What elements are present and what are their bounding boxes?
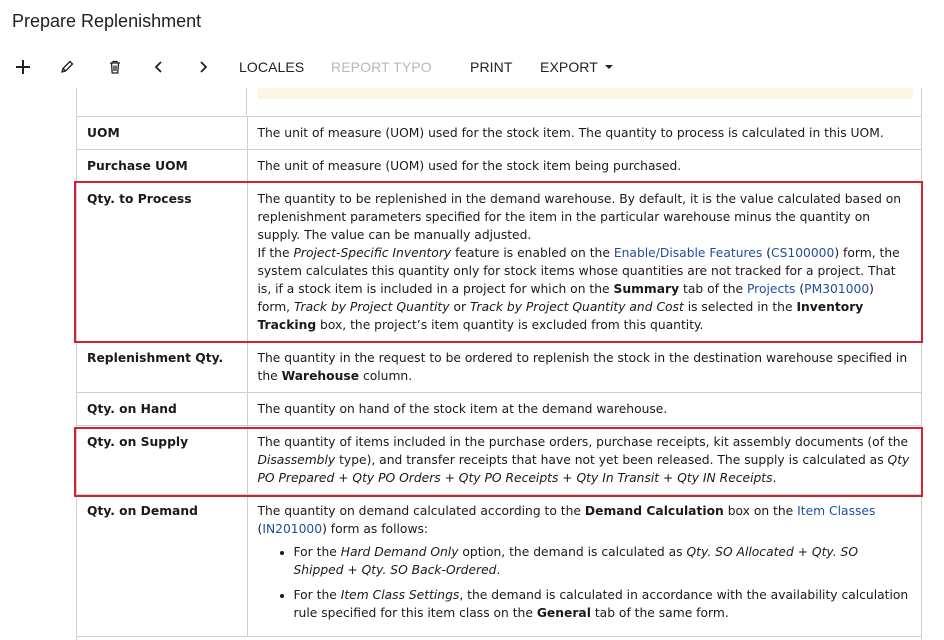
table-row-replenishment-qty <box>77 342 922 393</box>
term-uom: UOM <box>77 117 247 150</box>
edit-button[interactable] <box>56 56 78 78</box>
desc-qty-on-supply: The quantity of items included in the purchase orders, purchase receipts, kit assembly documents (of the Disassembly type), and transfer receipts that have not yet been released. The supply is calculated as Qty PO Prepared + Qty PO Orders + Qty PO Receipts + Qty In Transit + Qty IN Receipts. <box>247 426 922 495</box>
desc-qty-on-demand <box>247 495 922 637</box>
list-item: • For the Hard Demand Only option, the demand is calculated as Qty. SO Allocated + Qty. SO Shipped + Qty. SO Back-Ordered. <box>294 543 911 579</box>
demand-options-list <box>258 543 911 622</box>
term-qty-on-demand: Qty. on Demand <box>77 495 247 637</box>
pencil-icon <box>59 59 75 75</box>
note-box <box>258 88 913 99</box>
print-button[interactable]: PRINT <box>470 59 513 75</box>
table-row-uom <box>77 117 922 150</box>
previous-row-tail <box>77 88 921 117</box>
chevron-right-icon <box>196 60 210 74</box>
link-in201000[interactable]: IN201000 <box>262 522 323 536</box>
column-divider <box>246 88 247 117</box>
term-replenishment-qty: Replenishment Qty. <box>77 342 247 393</box>
table-row-qty-on-supply <box>77 426 922 495</box>
next-button[interactable] <box>192 56 214 78</box>
plus-icon <box>14 58 32 76</box>
link-item-classes[interactable]: Item Classes <box>797 504 876 518</box>
desc-paragraph: The quantity to be replenished in the demand warehouse. By default, it is the value calculated based on replenishment parameters specified for the item in the particular warehouse minus the quantity on supply. The value can be manually adjusted. <box>257 192 902 242</box>
table-row-purchase-uom <box>77 150 922 183</box>
list-item: • For the Item Class Settings, the demand is calculated in accordance with the availability calculation rule specified for this item class on the General tab of the same form. <box>294 586 911 622</box>
toolbar <box>0 52 944 82</box>
term-qty-on-hand: Qty. on Hand <box>77 393 247 426</box>
add-button[interactable] <box>12 56 34 78</box>
trash-icon <box>107 59 123 75</box>
delete-button[interactable] <box>104 56 126 78</box>
report-typo-button: REPORT TYPO <box>331 59 432 75</box>
term-qty-on-supply: Qty. on Supply <box>77 426 247 495</box>
link-enable-disable-features[interactable]: Enable/Disable Features <box>613 246 763 260</box>
table-row-qty-on-demand <box>77 495 922 637</box>
desc-qty-on-hand: The quantity on hand of the stock item at the demand warehouse. <box>247 393 922 426</box>
caret-down-icon <box>605 65 613 69</box>
previous-button[interactable] <box>148 56 170 78</box>
desc-qty-to-process <box>247 183 922 342</box>
desc-uom: The unit of measure (UOM) used for the stock item. The quantity to process is calculated in this UOM. <box>247 117 922 150</box>
table-row-qty-to-process <box>77 183 922 342</box>
export-label: EXPORT <box>540 59 598 75</box>
term-purchase-uom: Purchase UOM <box>77 150 247 183</box>
table-row-qty-on-hand <box>77 393 922 426</box>
desc-purchase-uom: The unit of measure (UOM) used for the stock item being purchased. <box>247 150 922 183</box>
desc-replenishment-qty: The quantity in the request to be ordered to replenish the stock in the destination warehouse specified in the Warehouse column. <box>247 342 922 393</box>
page-title: Prepare Replenishment <box>12 11 202 31</box>
document-area <box>76 88 922 640</box>
chevron-left-icon <box>152 60 166 74</box>
link-pm301000[interactable]: PM301000 <box>804 282 870 296</box>
fields-table <box>77 117 922 637</box>
link-cs100000[interactable]: CS100000 <box>771 246 835 260</box>
export-button[interactable] <box>540 59 613 75</box>
locales-button[interactable]: LOCALES <box>239 59 305 75</box>
desc-paragraph: If the Project-Specific Inventory feature is enabled on the Enable/Disable Features (CS100000) form, the system calculates this quantity only for stock items whose quantities are not tracked for a project. That is, if a stock item is included in a project for which on the Summary tab of the Projects (PM301000) form, Track by Project Quantity or Track by Project Quantity and Cost is selected in the Inventory Tracking box, the project’s item quantity is excluded from this quantity. <box>257 246 900 332</box>
term-qty-to-process: Qty. to Process <box>77 183 247 342</box>
link-projects[interactable]: Projects <box>746 282 796 296</box>
desc-paragraph: The quantity on demand calculated according to the Demand Calculation box on the Item Classes (IN201000) form as follows: <box>257 504 876 536</box>
